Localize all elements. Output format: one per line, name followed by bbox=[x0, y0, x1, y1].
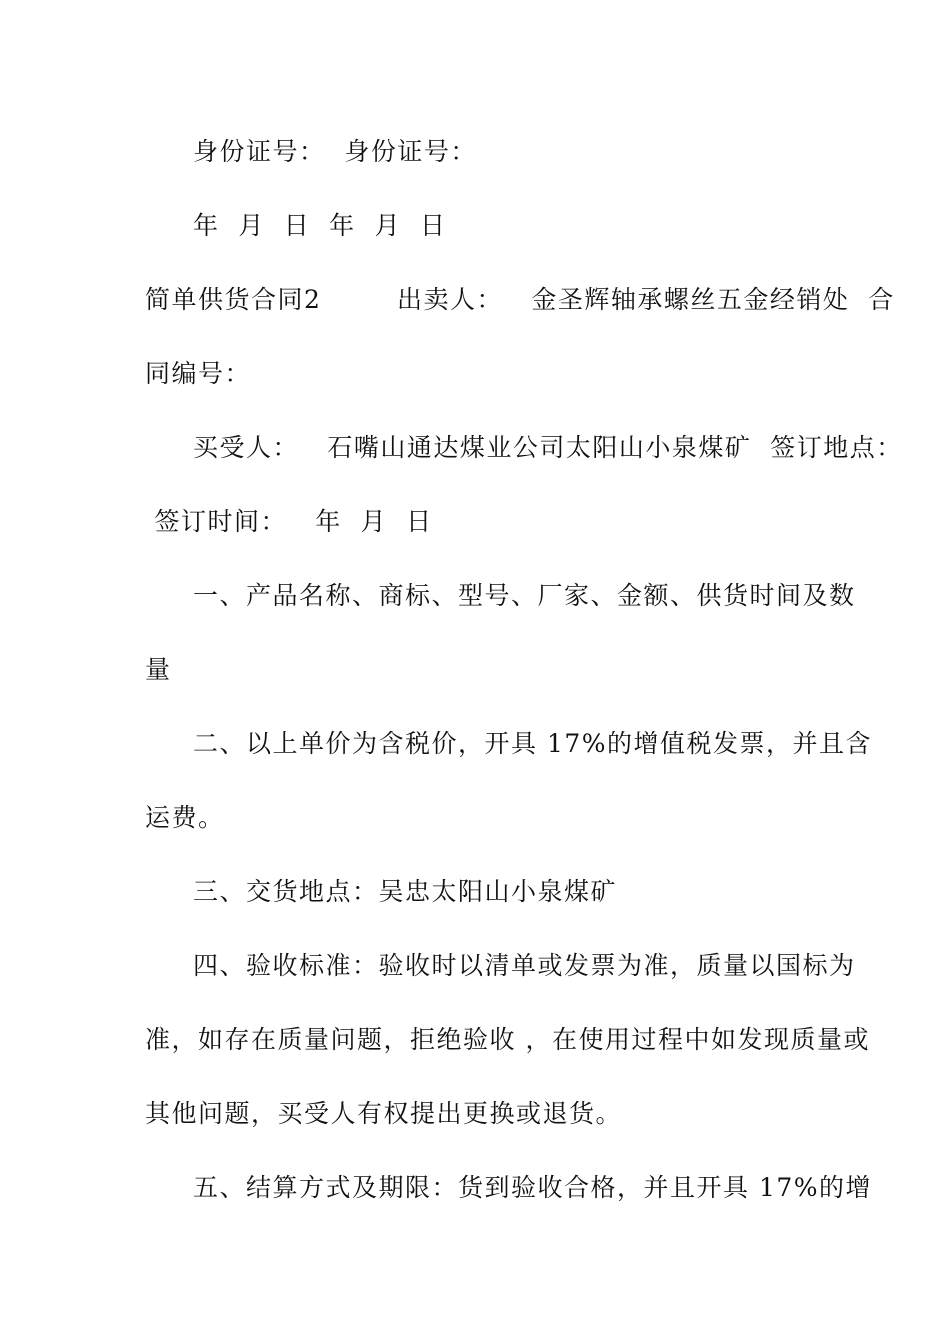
clause-5-line-1: 五、结算方式及期限：货到验收合格，并且开具 17%的增 bbox=[193, 1173, 873, 1202]
id-number-line: 身份证号： 身份证号： bbox=[193, 137, 477, 166]
buyer-line: 买受人： 石嘴山通达煤业公司太阳山小泉煤矿 签订地点： bbox=[193, 433, 903, 462]
clause-4-line-3: 其他问题，买受人有权提出更换或退货。 bbox=[145, 1099, 623, 1128]
contract-number-line: 同编号： bbox=[145, 359, 252, 388]
contract-title-seller-line: 简单供货合同2 出卖人： 金圣辉轴承螺丝五金经销处 合 bbox=[145, 285, 895, 314]
date-line: 年 月 日 年 月 日 bbox=[193, 211, 447, 240]
clause-2-line-2: 运费。 bbox=[145, 803, 225, 832]
clause-1-line-2: 量 bbox=[145, 655, 172, 684]
clause-4-line-1: 四、验收标准：验收时以清单或发票为准，质量以国标为 bbox=[193, 951, 856, 980]
clause-1-line-1: 一、产品名称、商标、型号、厂家、金额、供货时间及数 bbox=[193, 581, 856, 610]
signing-time-line: 签订时间： 年 月 日 bbox=[145, 507, 433, 536]
clause-3-line: 三、交货地点：吴忠太阳山小泉煤矿 bbox=[193, 877, 618, 906]
clause-2-line-1: 二、以上单价为含税价，开具 17%的增值税发票，并且含 bbox=[193, 729, 873, 758]
clause-4-line-2: 准，如存在质量问题，拒绝验收 ，在使用过程中如发现质量或 bbox=[145, 1025, 870, 1054]
